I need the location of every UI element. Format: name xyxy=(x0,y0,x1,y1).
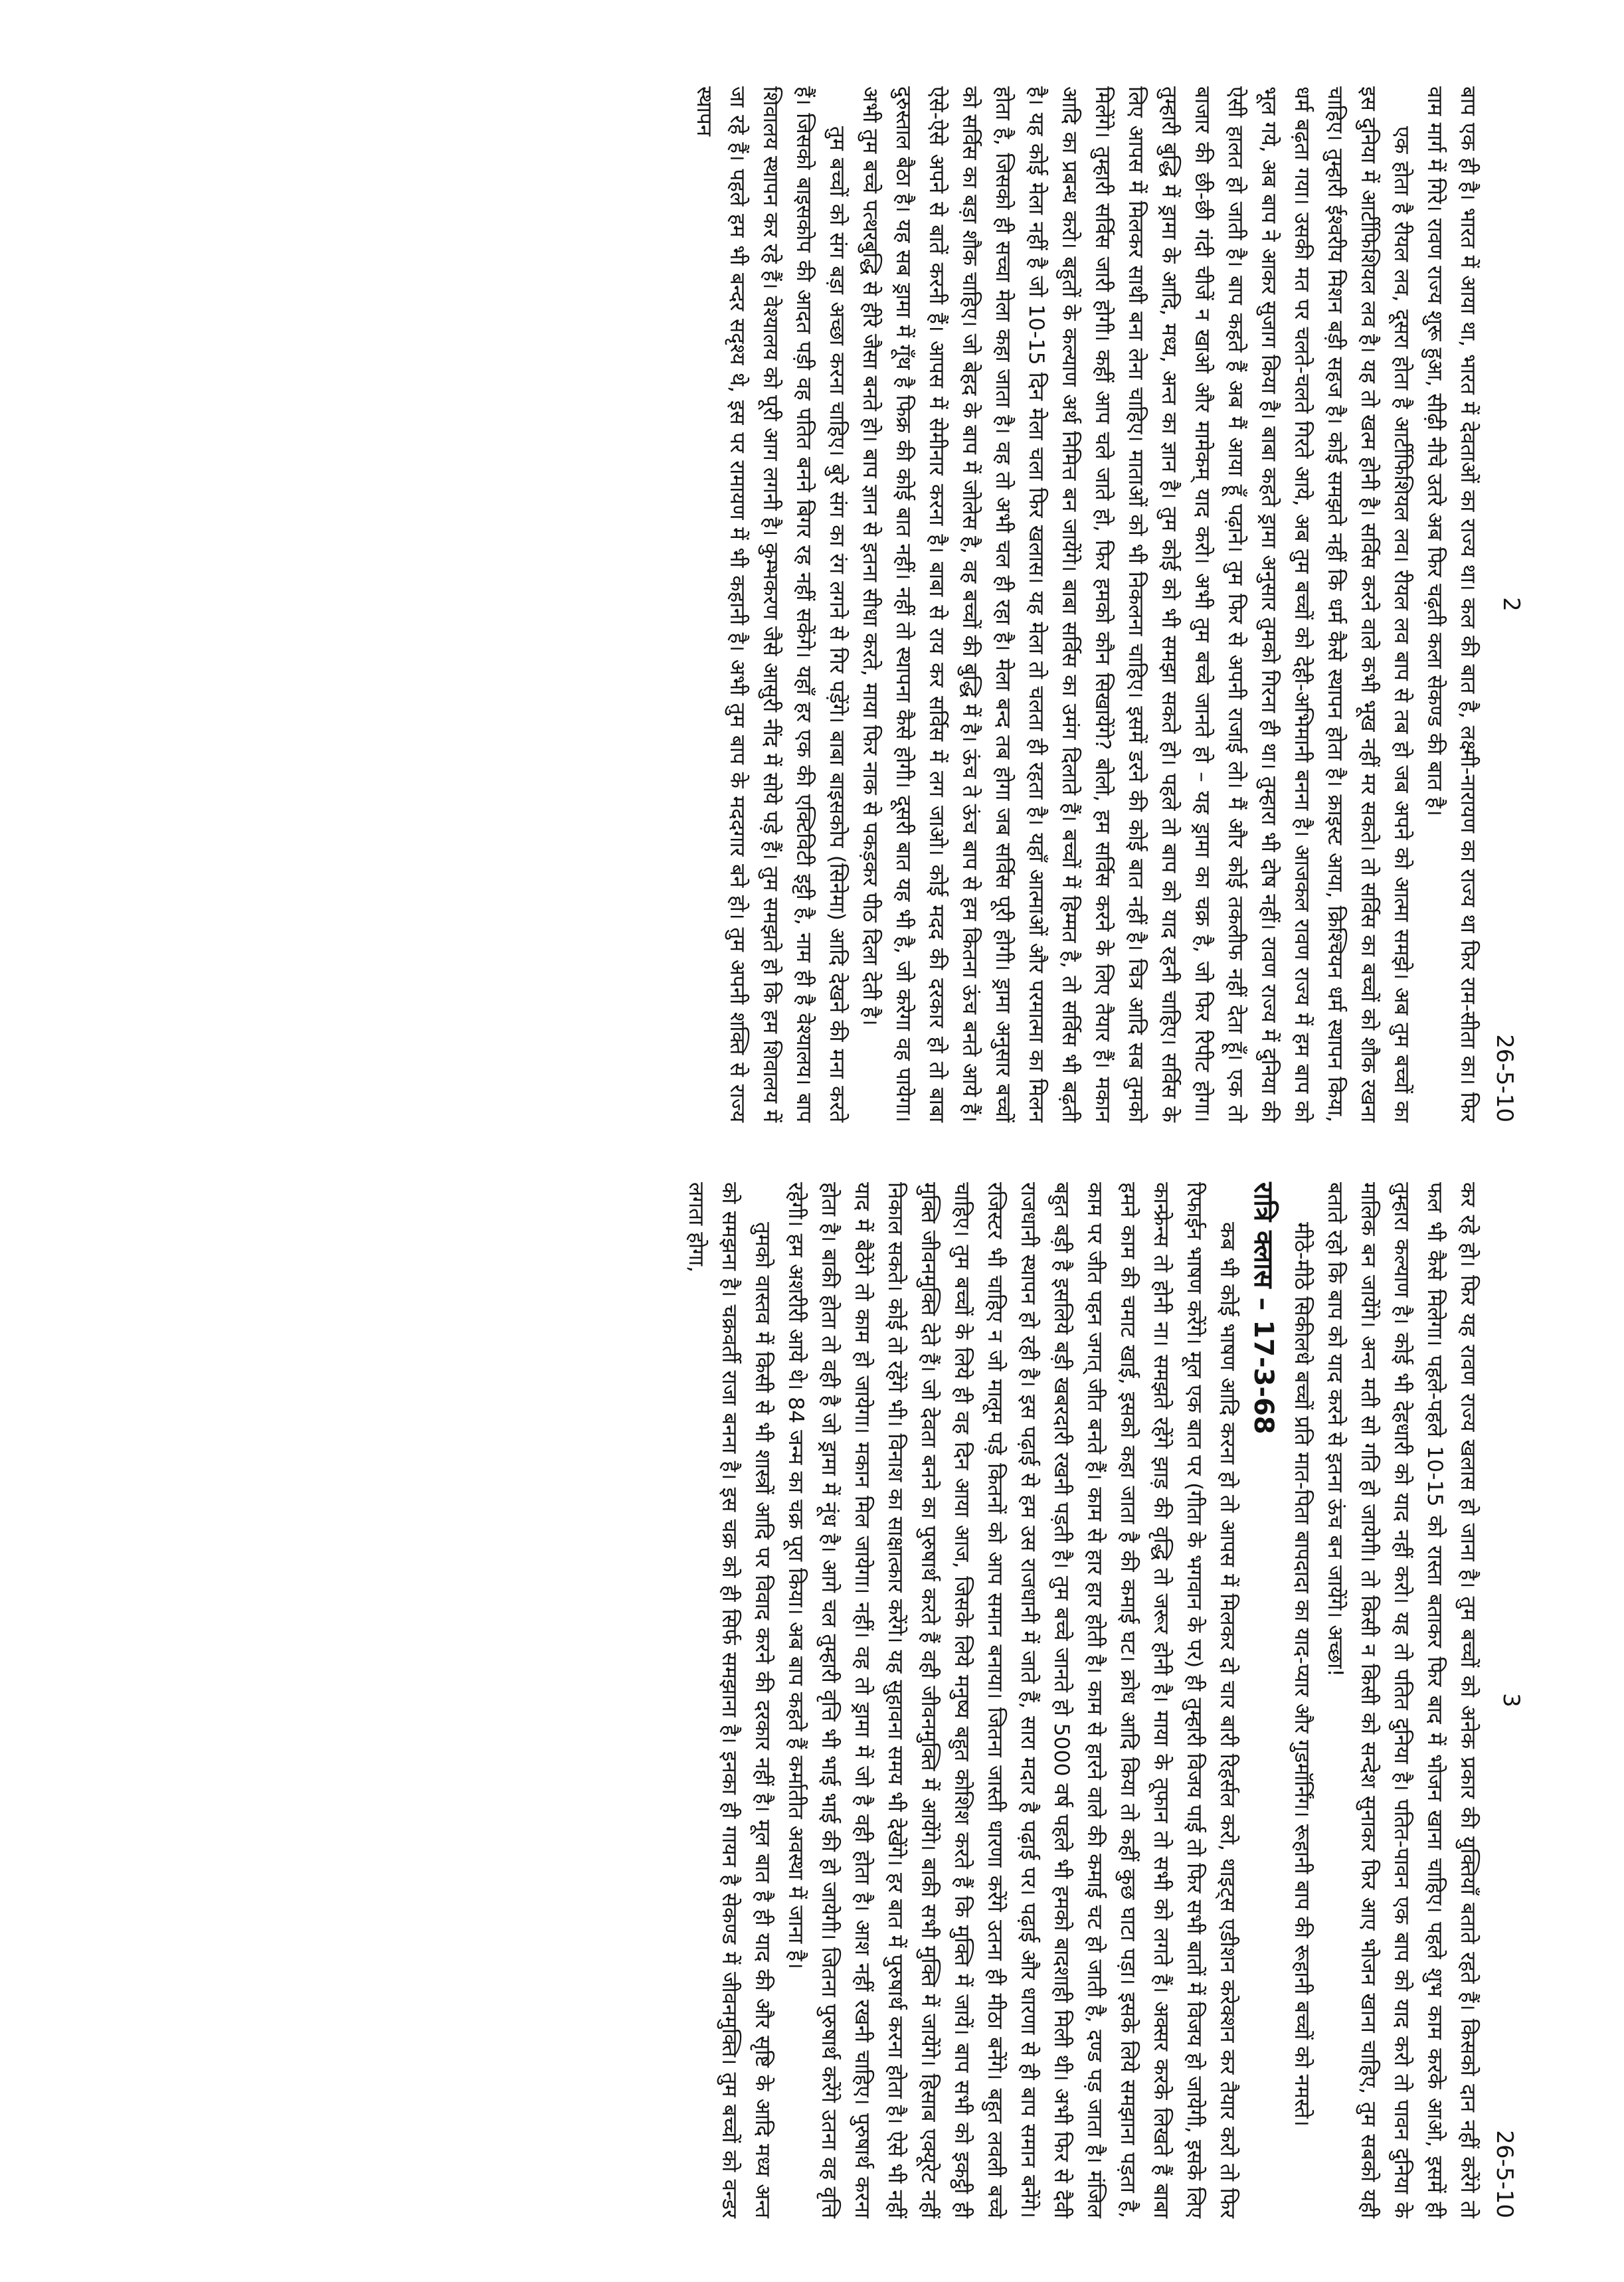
paragraph: एक होता है रीयल लव, दूसरा होता है आर्टीफिशियल लव। रीयल लव बाप से तब हो जब अपने को आत्मा समझे। अब तुम बच्चों का इस दुनिया में आर्टीफिशियल लव है। यह तो खत्म होनी है। सर्विस करने वाले कभी भूख नहीं मर सकते। तो सर्विस का बच्चों को शौक रखना चाहिए। तुम्हारी ईश्वरीय मिशन बड़ी सहज है। कोई समझते नहीं कि धर्म कैसे स्थापन होता है। क्राइस्ट आया, क्रिश्चियन धर्म स्थापन किया, धर्म बढ़ता गया। उसकी मत पर चलते-चलते गिरते आये, अब तुम बच्चों को देही-अभिमानी बनना है। आजकल रावण राज्य में हम बाप को भूल गये, अब बाप ने आकर सुजाग किया है। बाबा कहते ड्रामा अनुसार तुमको गिरना ही था। तुम्हारा भी दोष नहीं। रावण राज्य में दुनिया की ऐसी हालत हो जाती है। बाप कहते हैं अब मैं आया हूँ पढ़ाने। तुम फिर से अपनी राजाई लो। मैं और कोई तकलीफ नहीं देता हूँ। एक तो बाजार की छी-छी गंदी चीजें न खाओ और मामेकम् याद करो। अभी तुम बच्चे जानते हो – यह ड्रामा का चक्र है, जो फिर रिपीट होगा। तुम्हारी बुद्धि में ड्रामा के आदि, मध्य, अन्त का ज्ञान है। तुम कोई को भी समझा सकते हो। पहले तो बाप को याद रहनी चाहिए। सर्विस के लिए आपस में मिलकर साथी बना लेना चाहिए। माताओं को भी निकलना चाहिए। इसमें डरने की कोई बात नहीं है। चित्र आदि सब तुमको मिलेंगे। तुम्हारी सर्विस जारी होगी। कहीं आप चले जाते हो, फिर हमको कौन सिखायेंगे? बोलो, हम सर्विस करने के लिए तैयार हैं। मकान आदि का प्रबन्ध करो। बहुतों के कल्याण अर्थ निमित्त बन जायेंगे। बाबा सर्विस का उमंग दिलाते हैं। बच्चों में हिम्मत है, तो सर्विस भी बढ़ती है। यह कोई मेला नहीं है जो 10-15 दिन मेला चला फिर खलास। यह मेला तो चलता ही रहता है। यहाँ आत्माओं और परमात्मा का मिलन होता है, जिसको ही सच्चा मेला कहा जाता है। वह तो अभी चल ही रहा है। मेला बन्द तब होगा जब सर्विस पूरी होगी। ड्रामा अनुसार बच्चों को सर्विस का बड़ा शौक चाहिए। जो बेहद के बाप में जोलेस है, वह बच्चों की बुद्धि में है। ऊंच ते ऊंच बाप से हम कितना ऊंच बनते आये हैं। ऐसे-ऐसे अपने से बातें करनी हैं। आपस में सेमीनार करना है। बाबा से राय कर सर्विस में लग जाओ। कोई मदद की दरकार हो तो बाबा दुरुस्ताल बैठा है। यह सब ड्रामा में गूँथ है फिक्र की कोई बात नहीं। नहीं तो स्थापना कैसे होगी। दूसरी बात यह भी है, जो करेगा वह पायेगा। अभी तुम बच्चे पत्थरबुद्धि से हीरे जैसा बनते हो। बाप ज्ञान से इतना सीधा करते, माया फिर नाक से पकड़कर पीठ दिला देती है। xyxy=(858,86,1413,1122)
paragraph: तुमको वास्तव में किसी से भी शास्त्रों आदि पर विवाद करने की दरकार नहीं है। मूल बात है ही याद की और सृष्टि के आदि मध्य अन्त को समझना है। चक्रवर्ती राजा बनना है। इस चक्र को ही सिर्फ समझाना है। इनका ही गायन है सेकण्ड में जीवनमुक्ति। तुम बच्चों को वन्डर लगता होगा, xyxy=(684,1182,774,2218)
paragraph: कर रहे हो। फिर यह रावण राज्य खलास हो जाना है। तुम बच्चों को अनेक प्रकार की युक्तियाँ बताते रहते हैं। किसको दान नहीं करेंगे तो फल भी कैसे मिलेगा। पहले-पहले 10-15 को रास्ता बताकर फिर बाद में भोजन खाना चाहिए। पहले शुभ काम करके आओ, इसमें ही तुम्हारा कल्याण है। कोई भी देहधारी को याद नहीं करो। यह तो पतित दुनिया है। पतित-पावन एक बाप को याद करो तो पावन दुनिया के मालिक बन जायेंगे। अन्त मती सो गति हो जायेगी। तो किसी न किसी को सन्देश सुनाकर फिर आए भोजन खाना चाहिए, तुम सबको यही बताते रहो कि बाप को याद करने से इतना ऊंच बन जायेंगे। अच्छा! xyxy=(1323,1182,1480,2219)
paragraph: तुम बच्चों को संग बड़ा अच्छा करना चाहिए। बुरे संग का रंग लगने से गिर पड़ेंगे। बाबा बाइसकोप (सिनेमा) आदि देखने की मना करते हैं। जिसको बाइसकोप की आदत पड़ी वह पतित बनने बिगर रह नहीं सकेंगे। यहाँ हर एक की एक्टिविटी इट्टी है, नाम ही है वेश्यालय। बाप शिवालय स्थापन कर रहे हैं। वेश्यालय को पूरी आग लगनी है। कुम्भकरण जैसे आसुरी नींद में सोये पड़े हैं। तुम समझते हो कि हम शिवालय में जा रहे हैं। पहले हम भी बन्दर सदृश्य थे, इस पर रामायण में भी कहानी है। अभी तुम बाप के मददगार बने हो। तुम अपनी शक्ति से राज्य स्थापन xyxy=(692,86,849,1122)
paragraph: मीठे-मीठे सिकीलधे बच्चों प्रति मात-पिता बापदादा का याद-प्यार और गुडमॉर्निंग। रूहानी बाप की रूहानी बच्चों को नमस्ते। xyxy=(1290,1222,1314,2127)
page-number: 3 xyxy=(1498,1693,1524,1708)
page-header xyxy=(1485,86,1524,1122)
page-body xyxy=(687,86,1485,1122)
paragraph: बाप एक ही है। भारत में आया था, भारत में देवताओं का राज्य था। कल की बात है, लक्ष्मी-नारायण का राज्य था फिर राम-सीता का। फिर वाम मार्ग में गिरे। रावण राज्य शुरू हुआ, सीढ़ी नीचे उतरे अब फिर चढ़ती कला सेकण्ड की बात है। xyxy=(1423,86,1480,1122)
page-date: 26-5-10 xyxy=(1491,1034,1518,1122)
paragraph: कब भी कोई भाषण आदि करना हो तो आपस में मिलकर दो चार बारी रिहर्सल करो, थाइट्स एडीशन करेक्शन कर तैयार करो तो फिर रिफाईन भाषण करेंगे। मूल एक बात पर (गीता के भगवान के पर) ही तुम्हारी विजय पाई तो फिर सभी बातों में विजय हो जायेगी, इसके लिए कान्फ्रेन्स तो होनी ना। समझते रहेंगे झाड़ की वृद्धि तो जरूर होनी है। माया के तूफान तो सभी को लगते हैं। अक्सर करके लिखते हैं बाबा हमने काम की चमाट खाई, इसको कहा जाता है की कमाई घट। क्रोध आदि किया तो कहीं कुछ घाटा पड़ा। इसके लिये समझाना पड़ता है, काम पर जीत पहन जगत् जीत बनते हैं। काम से हार हार होती है। काम से हारने वाले की कमाई चट हो जाती है, दण्ड पड़ जाता है। मंजिल बहुत बड़ी है इसलिये बड़ी खबरदारी रखनी पड़ती है। तुम बच्चे जानते हो 5000 वर्ष पहले भी हमको बादशाही मिली थी। अभी फिर से दैवी राजधानी स्थापन हो रही है। इस पढ़ाई से हम उस राजधानी में जाते हैं, सारा मदार है पढ़ाई पर। पढ़ाई और धारणा से ही बाप समान बनेंगे। रजिस्टर भी चाहिए न जो मालूम पड़े कितनों को आप समान बनाया। जितना जास्ती धारणा करेंगे उतना ही मीठा बनेंगे। बहुत लवली बच्चे चाहिए। तुम बच्चों के लिये ही वह दिन आया आज, जिसके लिये मनुष्य बहुत कोशिश करते हैं कि मुक्ति में जायें। बाप सभी को इकट्ठी ही मुक्ति जीवनमुक्ति देते हैं। जो देवता बनने का पुरुषार्थ करते हैं वही जीवनमुक्ति में आयेंगे। बाकी सभी मुक्ति में जायेंगे। हिसाब एक्यूरेट नहीं निकाल सकते। कोई तो रहेंगे भी। विनाश का साक्षात्कार करेंगे। यह सुहावना समय भी देखेंगे। हर बात में पुरुषार्थ करना होता है। ऐसे भी नहीं याद में बैठेंगे तो काम हो जायेगा। मकान मिल जायेगा। नहीं। वह तो ड्रामा में जो है वही होता है। आश नहीं रखनी चाहिए। पुरुषार्थ करना होता है। बाकी होता तो वही है जो ड्रामा में नूंध है। आगे चल तुम्हारी वृत्ति भी भाई भाई की हो जायेगी। जितना पुरुषार्थ करेंगे उतना वह वृत्ति रहेगी। हम अशरीरी आये थे। 84 जन्म का चक्र पूरा किया। अब बाप कहते हैं कर्मातीत अवस्था में जाना है। xyxy=(784,1182,1239,2218)
page-date: 26-5-10 xyxy=(1491,2130,1518,2218)
page-header xyxy=(1485,1182,1524,2218)
page-3 xyxy=(63,1182,1524,2218)
page-2 xyxy=(63,86,1524,1122)
section-title: रात्रि क्लास – 17-3-68 xyxy=(1248,1182,1279,1435)
page-body xyxy=(679,1182,1485,2218)
page-number: 2 xyxy=(1498,597,1524,612)
